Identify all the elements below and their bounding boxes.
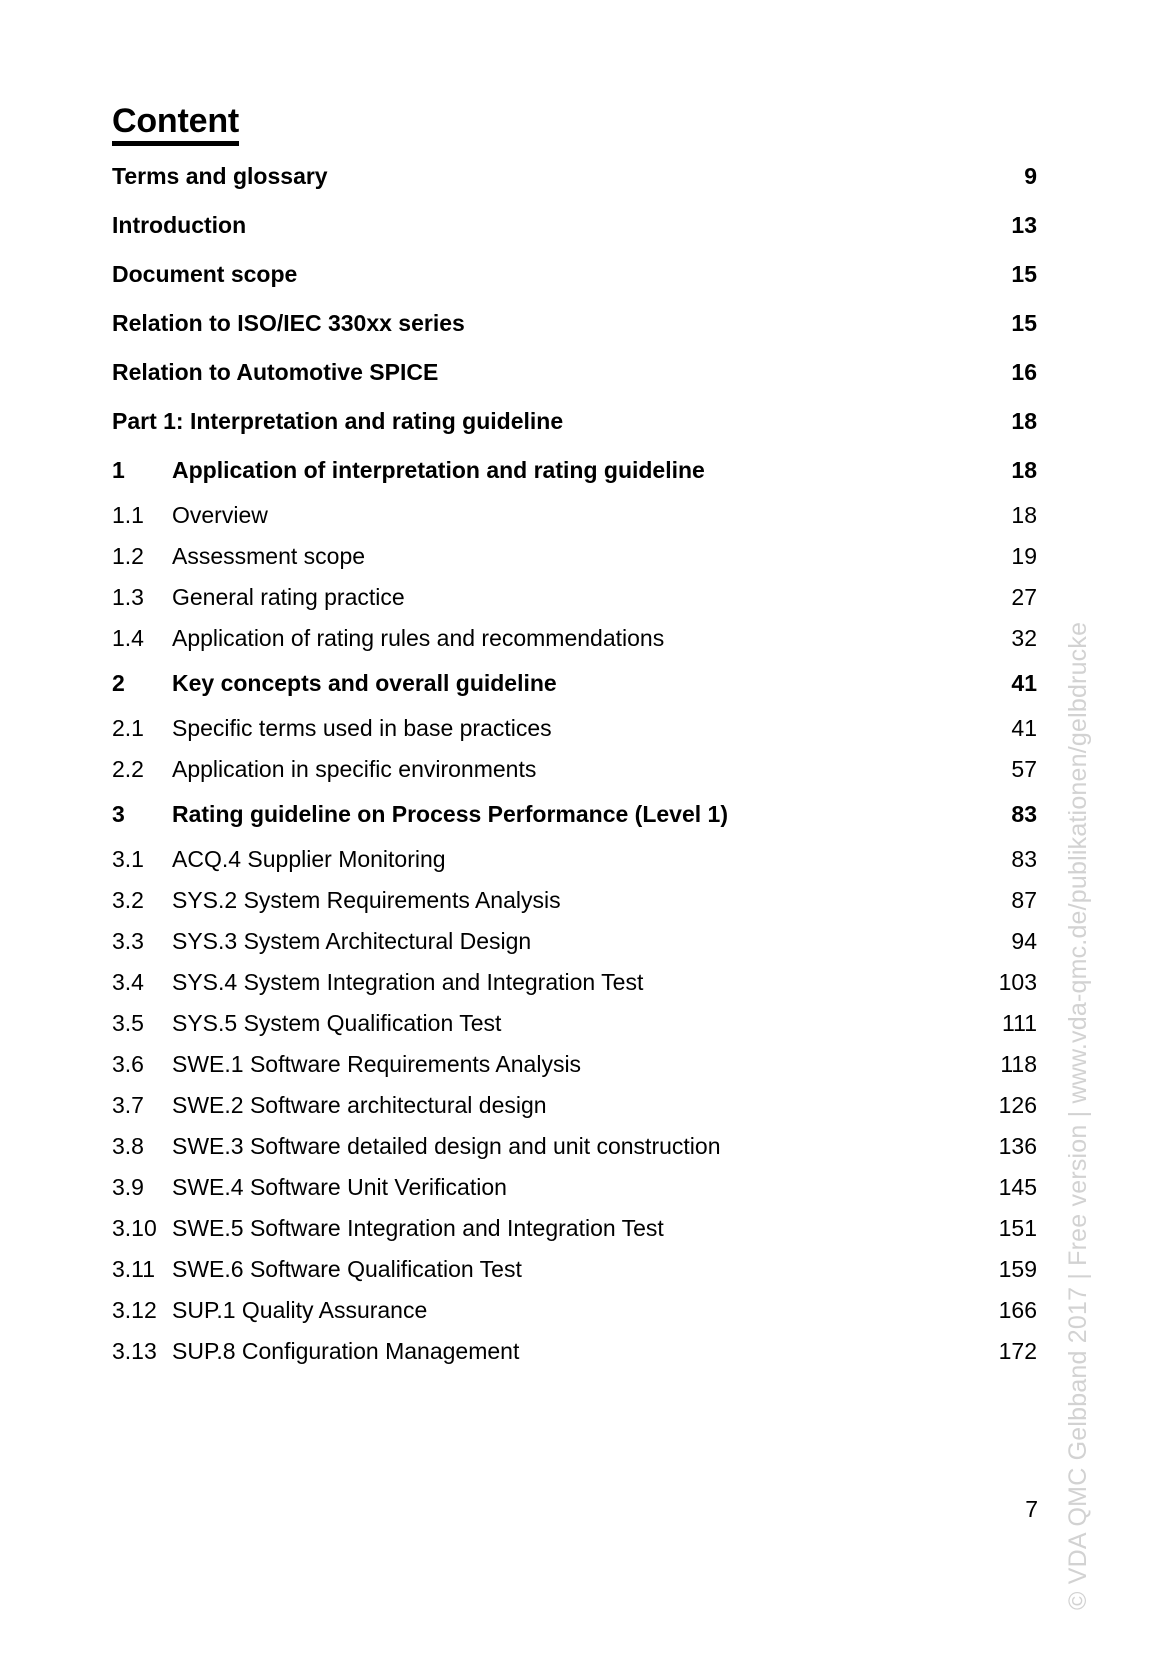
toc-entry[interactable]: [112, 1331, 1037, 1372]
toc-entry-list: [112, 152, 1037, 1372]
toc-entry-number: 3.3: [112, 928, 144, 954]
toc-entry-label: SWE.2 Software architectural design: [172, 1092, 547, 1118]
toc-entry-number: 3.12: [112, 1297, 157, 1323]
toc-entry-number: 3.11: [112, 1256, 156, 1282]
toc-entry-label: Overview: [172, 502, 268, 528]
toc-entry-page-number: 159: [998, 1256, 1037, 1282]
toc-entry-page-number: 166: [998, 1297, 1037, 1323]
sidebar-watermark-text: © VDA QMC Gelbband 2017 | Free version | www.vda-qmc.de/publikationen/gelbdrucke: [1064, 621, 1092, 1610]
toc-entry[interactable]: [112, 962, 1037, 1003]
toc-entry-label: General rating practice: [172, 584, 405, 610]
toc-entry-page-number: 136: [998, 1133, 1037, 1159]
toc-entry-page-number: 27: [1011, 584, 1037, 610]
toc-entry[interactable]: [112, 536, 1037, 577]
toc-entry[interactable]: [112, 790, 1037, 839]
toc-entry[interactable]: [112, 446, 1037, 495]
toc-entry-number: 3: [112, 801, 125, 827]
toc-entry-label: SUP.1 Quality Assurance: [172, 1297, 428, 1323]
toc-entry-page-number: 172: [998, 1338, 1037, 1364]
toc-entry-number: 3.9: [112, 1174, 144, 1200]
toc-entry[interactable]: [112, 201, 1037, 250]
toc-entry-number: 2: [112, 670, 125, 696]
toc-entry-number: 2.1: [112, 715, 144, 741]
toc-entry-label: SYS.4 System Integration and Integration Test: [172, 969, 644, 995]
sidebar-watermark: [1064, 0, 1110, 1654]
toc-entry-label: Rating guideline on Process Performance (Level 1): [172, 801, 728, 827]
toc-entry[interactable]: [112, 880, 1037, 921]
footer-page-number: 7: [1025, 1496, 1038, 1522]
toc-entry-label: Key concepts and overall guideline: [172, 670, 557, 696]
toc-entry-label: SWE.3 Software detailed design and unit construction: [172, 1133, 721, 1159]
toc-entry[interactable]: [112, 1085, 1037, 1126]
toc-entry-label: SWE.5 Software Integration and Integration Test: [172, 1215, 664, 1241]
table-of-contents: [112, 104, 1037, 1372]
toc-entry-label: Specific terms used in base practices: [172, 715, 552, 741]
toc-entry-number: 3.2: [112, 887, 144, 913]
toc-entry-label: SYS.2 System Requirements Analysis: [172, 887, 561, 913]
toc-entry-label: Application of interpretation and rating guideline: [172, 457, 705, 483]
toc-entry[interactable]: [112, 618, 1037, 659]
toc-entry-page-number: 94: [1011, 928, 1037, 954]
toc-entry[interactable]: [112, 250, 1037, 299]
toc-entry-number: 3.1: [112, 846, 144, 872]
toc-entry-label: SWE.1 Software Requirements Analysis: [172, 1051, 582, 1077]
toc-entry-label: Document scope: [112, 261, 298, 287]
toc-entry-number: 3.5: [112, 1010, 144, 1036]
toc-entry-page-number: 41: [1011, 670, 1037, 696]
toc-entry-label: Assessment scope: [172, 543, 366, 569]
toc-entry-label: SWE.6 Software Qualification Test: [172, 1256, 522, 1282]
toc-entry-page-number: 41: [1011, 715, 1037, 741]
toc-entry-page-number: 126: [998, 1092, 1037, 1118]
toc-entry-page-number: 16: [1011, 359, 1037, 385]
toc-entry[interactable]: [112, 1044, 1037, 1085]
toc-entry-page-number: 118: [1000, 1051, 1037, 1077]
toc-entry[interactable]: [112, 839, 1037, 880]
toc-entry[interactable]: [112, 659, 1037, 708]
toc-entry-page-number: 15: [1011, 261, 1037, 287]
toc-entry-label: Terms and glossary: [112, 163, 328, 189]
toc-entry[interactable]: [112, 921, 1037, 962]
toc-entry[interactable]: [112, 1003, 1037, 1044]
toc-entry-page-number: 13: [1011, 212, 1037, 238]
toc-entry-number: 1.1: [112, 502, 144, 528]
toc-entry-label: SYS.5 System Qualification Test: [172, 1010, 502, 1036]
toc-entry-number: 1.3: [112, 584, 144, 610]
toc-entry-page-number: 83: [1011, 801, 1037, 827]
toc-entry-number: 3.4: [112, 969, 144, 995]
toc-entry[interactable]: [112, 708, 1037, 749]
toc-entry-label: SWE.4 Software Unit Verification: [172, 1174, 507, 1200]
toc-entry-page-number: 18: [1011, 502, 1037, 528]
toc-entry[interactable]: [112, 299, 1037, 348]
toc-entry[interactable]: [112, 1249, 1037, 1290]
toc-entry-page-number: 103: [998, 969, 1037, 995]
toc-entry-page-number: 32: [1011, 625, 1037, 651]
toc-entry-page-number: 111: [1002, 1010, 1037, 1036]
toc-entry-page-number: 83: [1011, 846, 1037, 872]
toc-entry[interactable]: [112, 1167, 1037, 1208]
toc-entry[interactable]: [112, 1208, 1037, 1249]
toc-entry-label: Introduction: [112, 212, 247, 238]
toc-entry[interactable]: [112, 397, 1037, 446]
toc-entry-number: 3.10: [112, 1215, 157, 1241]
toc-entry-page-number: 15: [1011, 310, 1037, 336]
toc-entry-page-number: 18: [1011, 408, 1037, 434]
toc-entry-page-number: 9: [1024, 163, 1037, 189]
toc-entry-label: Relation to ISO/IEC 330xx series: [112, 310, 465, 336]
toc-entry-page-number: 19: [1011, 543, 1037, 569]
toc-entry[interactable]: [112, 348, 1037, 397]
toc-entry[interactable]: [112, 1126, 1037, 1167]
toc-entry[interactable]: [112, 577, 1037, 618]
toc-entry-label: Application of rating rules and recommendations: [172, 625, 665, 651]
toc-entry-number: 3.6: [112, 1051, 144, 1077]
toc-entry-number: 3.8: [112, 1133, 144, 1159]
toc-entry-number: 1.4: [112, 625, 144, 651]
toc-entry-number: 3.7: [112, 1092, 144, 1118]
toc-entry-label: Relation to Automotive SPICE: [112, 359, 439, 385]
toc-entry-number: 3.13: [112, 1338, 157, 1364]
toc-entry-number: 1.2: [112, 543, 144, 569]
page-title: Content: [112, 104, 239, 146]
toc-entry-label: Part 1: Interpretation and rating guideline: [112, 408, 564, 434]
toc-entry[interactable]: [112, 495, 1037, 536]
toc-entry-number: 2.2: [112, 756, 144, 782]
toc-entry-number: 1: [112, 457, 125, 483]
toc-entry-label: SUP.8 Configuration Management: [172, 1338, 520, 1364]
toc-entry-page-number: 145: [998, 1174, 1037, 1200]
toc-entry-page-number: 87: [1011, 887, 1037, 913]
toc-entry-page-number: 18: [1011, 457, 1037, 483]
toc-entry-page-number: 57: [1011, 756, 1037, 782]
toc-entry[interactable]: [112, 749, 1037, 790]
toc-entry[interactable]: [112, 1290, 1037, 1331]
toc-entry-label: Application in specific environments: [172, 756, 537, 782]
toc-entry-page-number: 151: [998, 1215, 1037, 1241]
toc-entry-label: ACQ.4 Supplier Monitoring: [172, 846, 446, 872]
toc-entry-label: SYS.3 System Architectural Design: [172, 928, 532, 954]
toc-entry[interactable]: [112, 152, 1037, 201]
